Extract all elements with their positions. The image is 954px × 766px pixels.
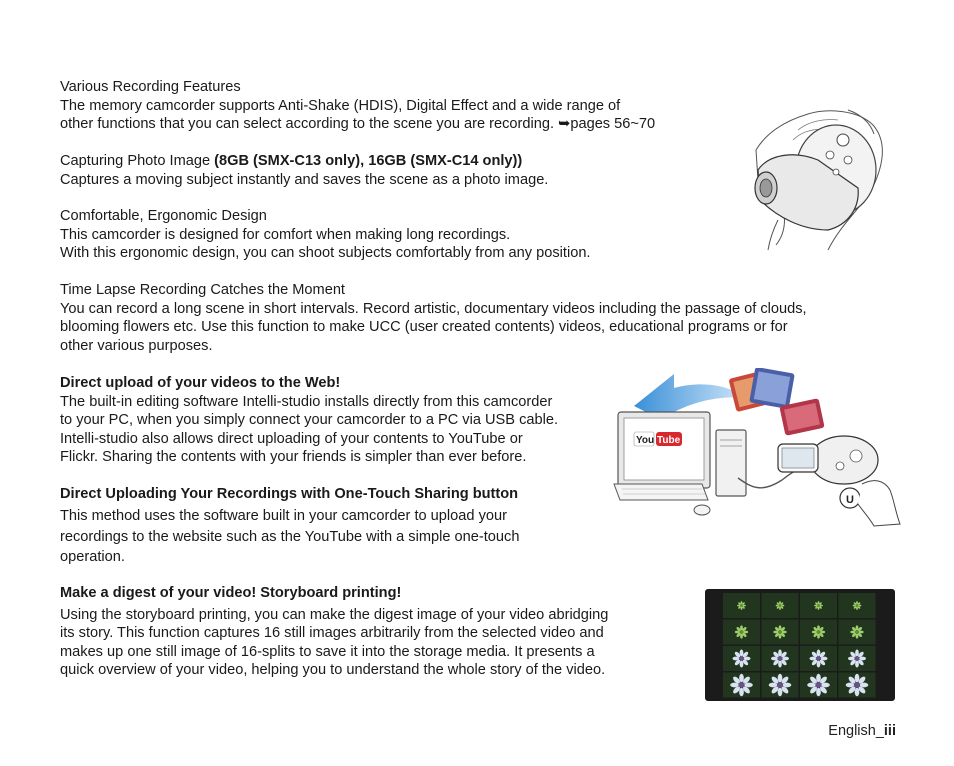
storyboard-cell [839, 673, 876, 698]
section-line: The memory camcorder supports Anti-Shake (HDIS), Digital Effect and a wide range of [60, 97, 621, 114]
storyboard-cell [723, 620, 760, 645]
section-line: You can record a long scene in short intervals. Record artistic, documentary videos including the passage of clouds, [60, 300, 807, 317]
section-title: Direct upload of your videos to the Web! [60, 375, 341, 391]
section-line: to your PC, when you simply connect your camcorder to a PC via USB cable. [60, 412, 559, 428]
storyboard-cell [762, 646, 799, 671]
page-number: iii [883, 723, 896, 739]
section-line: Flickr. Sharing the contents with your friends is simpler than ever before. [60, 449, 527, 465]
section-line: makes up one still image of 16-splits to save it into the storage media. It presents a [60, 643, 595, 660]
section-title: Make a digest of your video! Storyboard printing! [60, 585, 402, 601]
section-line: This method uses the software built in your camcorder to upload your [60, 507, 507, 524]
page-ref-arrow-icon: ➥ [558, 116, 571, 132]
section-storyboard-printing [60, 584, 608, 680]
section-title: Various Recording Features [60, 79, 241, 95]
section-title: Comfortable, Ergonomic Design [60, 208, 267, 224]
section-recording-features [60, 78, 655, 134]
pc-mouse [694, 505, 710, 515]
pc-youtube-upload-illustration [612, 368, 904, 528]
section-title-models: (8GB (SMX-C13 only), 16GB (SMX-C14 only)) [214, 153, 523, 169]
section-line: quick overview of your video, helping you to understand the whole story of the video. [60, 662, 606, 678]
storyboard-cell [723, 673, 760, 698]
section-line: Captures a moving subject instantly and saves the scene as a photo image. [60, 171, 549, 188]
pc-keyboard [614, 484, 708, 500]
storyboard-cell [723, 646, 760, 671]
section-ergonomic-design [60, 207, 591, 263]
section-line: recordings to the website such as the YouTube with a simple one-touch [60, 528, 520, 545]
section-web-upload [60, 374, 558, 467]
storyboard-cell [800, 646, 837, 671]
section-photo-capture [60, 152, 548, 189]
storyboard-cell [800, 673, 837, 698]
storyboard-cell [839, 620, 876, 645]
section-line: operation. [60, 548, 125, 565]
youtube-logo-you: You [636, 435, 655, 446]
camcorder-in-hand-illustration [748, 100, 888, 258]
footer-language: English_ [828, 723, 884, 739]
section-line: With this ergonomic design, you can shoot subjects comfortably from any position. [60, 245, 591, 261]
section-line: This camcorder is designed for comfort when making long recordings. [60, 226, 511, 243]
page-footer [828, 723, 896, 739]
finger-illustration [858, 481, 900, 526]
storyboard-cell [800, 620, 837, 645]
storyboard-cell [762, 620, 799, 645]
storyboard-cell [762, 593, 799, 618]
storyboard-16-split-image [705, 589, 895, 701]
storyboard-cell [723, 593, 760, 618]
share-button-label: U [846, 494, 854, 506]
storyboard-cell [800, 593, 837, 618]
section-title: Capturing Photo Image (8GB (SMX-C13 only), 16GB (SMX-C14 only)) [60, 153, 523, 169]
section-line: other various purposes. [60, 337, 213, 354]
youtube-logo-tube: Tube [657, 435, 681, 446]
storyboard-cell [839, 646, 876, 671]
storyboard-cell [762, 673, 799, 698]
section-line: Using the storyboard printing, you can make the digest image of your video abridging [60, 606, 609, 623]
storyboard-cell [839, 593, 876, 618]
section-title: Time Lapse Recording Catches the Moment [60, 282, 345, 298]
section-line: blooming flowers etc. Use this function to make UCC (user created contents) videos, educational programs or for [60, 319, 788, 335]
camcorder [810, 436, 878, 484]
section-time-lapse [60, 281, 807, 355]
section-one-touch-sharing [60, 485, 519, 566]
section-title: Direct Uploading Your Recordings with One-Touch Sharing button [60, 486, 519, 502]
section-line: Intelli-studio also allows direct uploading of your contents to YouTube or [60, 430, 523, 447]
section-line: The built-in editing software Intelli-studio installs directly from this camcorder [60, 393, 553, 410]
section-line: its story. This function captures 16 still images arbitrarily from the selected video and [60, 625, 604, 641]
section-line: other functions that you can select according to the scene you are recording. ➥pages 56~70 [60, 116, 656, 132]
page-reference: pages 56~70 [570, 116, 656, 132]
